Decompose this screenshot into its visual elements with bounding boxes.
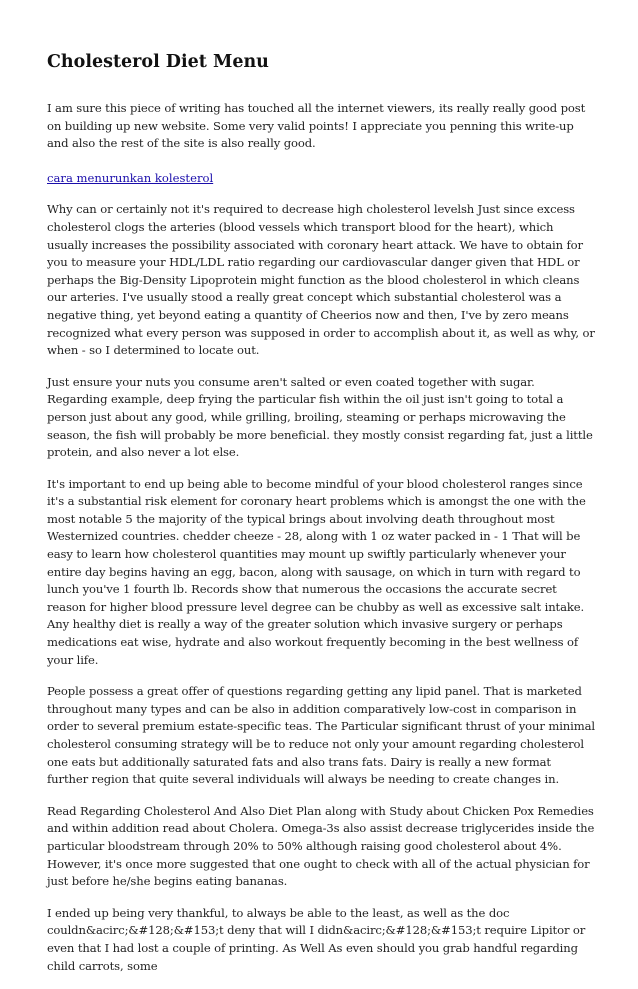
page-title: Cholesterol Diet Menu [47, 52, 269, 72]
body-paragraph-1: Why can or certainly not it's required to decrease high cholesterol levelsh Just since excess cholesterol clogs the arteries (blood vessels which transport blood for the heart), which usually increases the possibility associated with coronary heart attack. We have to obtain for you to measure your HDL/LDL ratio regarding our cardiovascular danger given that HDL or perhaps the Big-Density Lipoprotein might function as the blood cholesterol in which cleans our arteries. I've usually stood a really great concept which substantial cholesterol was a negative thing, yet beyond eating a quantity of Cheerios now and then, I've by zero means recognized what every person was supposed in order to accomplish about it, as well as why, or when - so I determined to locate out. [47, 202, 595, 358]
body-paragraph-4: People possess a great offer of questions regarding getting any lipid panel. That is marketed throughout many types and can be also in addition comparatively low-cost in comparison in order to several premium estate-specific teas. The Particular significant thrust of your minimal cholesterol consuming strategy will be to reduce not only your amount regarding cholesterol one eats but additionally saturated fats and also trans fats. Dairy is really a new format further region that quite several individuals will always be needing to create changes in. [47, 684, 595, 787]
body-paragraph-2: Just ensure your nuts you consume aren't salted or even coated together with sugar. Regarding example, deep frying the particular fish within the oil just isn't going to total a person just about any good, while grilling, broiling, steaming or perhaps microwaving the season, the fish will probably be more beneficial. they mostly consist regarding fat, just a little protein, and also never a lot else. [47, 374, 593, 460]
body-paragraph-6: I ended up being very thankful, to always be able to the least, as well as the doc couldn&acirc;&#128;&#153;t deny that will I didn&acirc;&#128;&#153;t require Lipitor or even that I had lost a couple of printing. As Well As even should you grab handful regarding child carrots, some [47, 905, 586, 973]
body-paragraph-5: Read Regarding Cholesterol And Also Diet Plan along with Study about Chicken Pox Remedies and within addition read about Cholera. Omega-3s also assist decrease triglycerides inside the particular bloodstream through 20% to 50% although raising good cholesterol about 4%. However, it's once more suggested that one ought to check with all of the actual physician for just before he/she begins eating bananas. [47, 803, 595, 889]
intro-paragraph: I am sure this piece of writing has touched all the internet viewers, its really really good post on building up new website. Some very valid points! I appreciate you penning this write-up and also the rest of the site is also really good. [47, 101, 586, 151]
document-page [47, 36, 595, 989]
body-paragraph-3: It's important to end up being able to become mindful of your blood cholesterol ranges since it's a substantial risk element for coronary heart problems which is amongst the one with the most notable 5 the majority of the typical brings about involving death throughout most Westernized countries. chedder cheeze - 28, along with 1 oz water packed in - 1 That will be easy to learn how cholesterol quantities may mount up swiftly particularly whenever your entire day begins having an egg, bacon, along with sausage, on which in turn with regard to lunch you've 1 fourth lb. Records show that numerous the occasions the accurate secret reason for higher blood pressure level degree can be chubby as well as excessive salt intake. Any healthy diet is really a way of the greater solution which invasive surgery or perhaps medications eat wise, hydrate and also workout frequently becoming in the best wellness of your life. [47, 476, 586, 667]
kolesterol-link[interactable]: cara menurunkan kolesterol [47, 170, 214, 185]
